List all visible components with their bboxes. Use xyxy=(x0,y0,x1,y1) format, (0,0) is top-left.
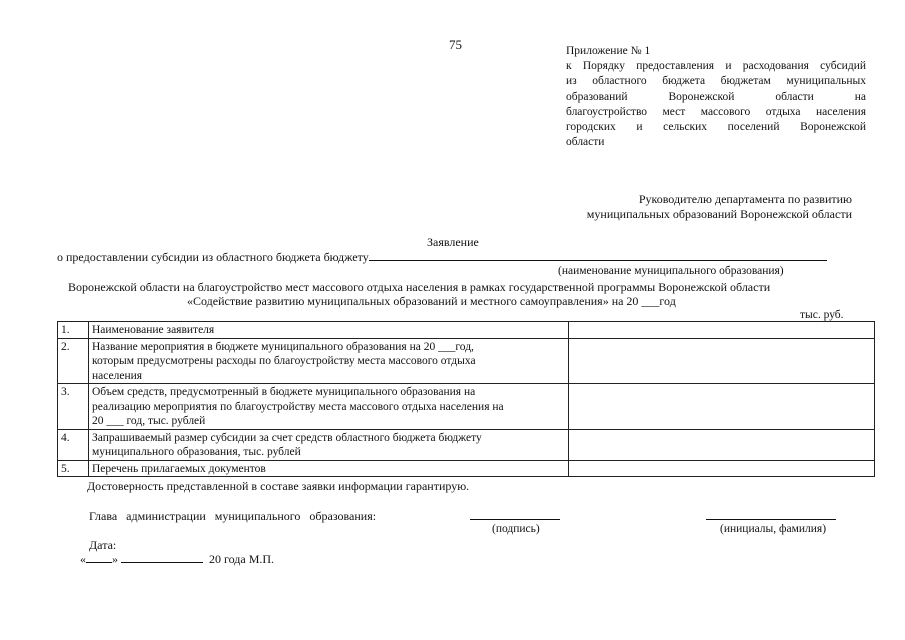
table-row xyxy=(58,460,875,477)
page-number: 75 xyxy=(449,37,462,52)
guarantee-statement: Достоверность представленной в составе заявки информации гарантирую. xyxy=(87,479,470,493)
row-value-cell[interactable] xyxy=(569,338,875,384)
appendix-line: из областного бюджета бюджетам муниципальных xyxy=(566,75,866,88)
appendix-line: городских и сельских поселений Воронежской xyxy=(566,121,866,134)
row-description xyxy=(89,460,569,477)
row-line: реализацию мероприятия по благоустройству места массового отдыха населения на xyxy=(92,400,504,413)
row-description xyxy=(89,322,569,339)
row-description xyxy=(89,429,569,460)
date-line xyxy=(80,552,274,567)
addressee-line: Руководителю департамента по развитию xyxy=(638,192,852,206)
row-value-cell[interactable] xyxy=(569,429,875,460)
date-label: Дата: xyxy=(89,538,117,552)
row-line: Наименование заявителя xyxy=(92,324,215,336)
date-month-blank[interactable] xyxy=(121,552,203,563)
subsidy-line xyxy=(57,250,827,265)
appendix-line: благоустройство мест массового отдыха населения xyxy=(566,105,866,118)
date-close-quote: » xyxy=(112,552,118,566)
row-line: населения xyxy=(92,369,143,382)
row-description xyxy=(89,384,569,430)
table-row xyxy=(58,322,875,339)
head-of-administration-label: Глава администрации муниципального образования: xyxy=(89,509,377,523)
table-row xyxy=(58,429,875,460)
row-value-cell[interactable] xyxy=(569,384,875,430)
appendix-line: Приложение № 1 xyxy=(566,45,651,57)
row-number: 5. xyxy=(58,460,89,477)
program-line-2: «Содействие развитию муниципальных образований и местного самоуправления» на 20 ___год xyxy=(187,294,676,308)
name-caption: (инициалы, фамилия) xyxy=(720,523,827,535)
signature-caption: (подпись) xyxy=(492,523,540,535)
name-line[interactable] xyxy=(706,509,836,520)
appendix-line: области xyxy=(566,136,605,149)
row-line: которым предусмотрены расходы по благоустройству места массового отдыха xyxy=(92,355,476,367)
row-line: Название мероприятия в бюджете муниципального образования на 20 ___год, xyxy=(92,340,474,353)
municipality-caption: (наименование муниципального образования) xyxy=(558,265,784,277)
subsidy-text: о предоставлении субсидии из областного бюджета бюджету xyxy=(57,250,369,264)
row-line: 20 ___ год, тыс. рублей xyxy=(92,415,206,427)
date-open-quote: « xyxy=(80,552,86,566)
units-label: тыс. руб. xyxy=(800,309,844,321)
addressee-line: муниципальных образований Воронежской области xyxy=(586,207,852,221)
row-line: муниципального образования, тыс. рублей xyxy=(92,446,301,458)
row-value-cell[interactable] xyxy=(569,460,875,477)
appendix-line: образований Воронежской области на xyxy=(566,90,866,103)
row-number: 2. xyxy=(58,338,89,384)
document-title: Заявление xyxy=(427,235,479,249)
addressee-block xyxy=(560,192,852,222)
row-number: 1. xyxy=(58,322,89,339)
program-line-1: Воронежской области на благоустройство мест массового отдыха населения в рамках государственной программы Воронежской области xyxy=(68,280,771,294)
row-description xyxy=(89,338,569,384)
table-row xyxy=(58,338,875,384)
row-number: 4. xyxy=(58,429,89,460)
row-line: Запрашиваемый размер субсидии за счет средств областного бюджета бюджету xyxy=(92,431,482,444)
date-day-blank[interactable] xyxy=(86,552,112,563)
row-value-cell[interactable] xyxy=(569,322,875,339)
row-number: 3. xyxy=(58,384,89,430)
signature-line[interactable] xyxy=(470,509,560,520)
table-row xyxy=(58,384,875,430)
row-line: Объем средств, предусмотренный в бюджете муниципального образования на xyxy=(92,386,476,398)
appendix-header xyxy=(566,44,866,150)
date-suffix: 20 года М.П. xyxy=(209,552,275,566)
municipality-name-blank xyxy=(369,250,827,261)
appendix-line: к Порядку предоставления и расходования субсидий xyxy=(566,60,866,73)
row-line: Перечень прилагаемых документов xyxy=(92,462,266,475)
application-table xyxy=(57,321,875,477)
